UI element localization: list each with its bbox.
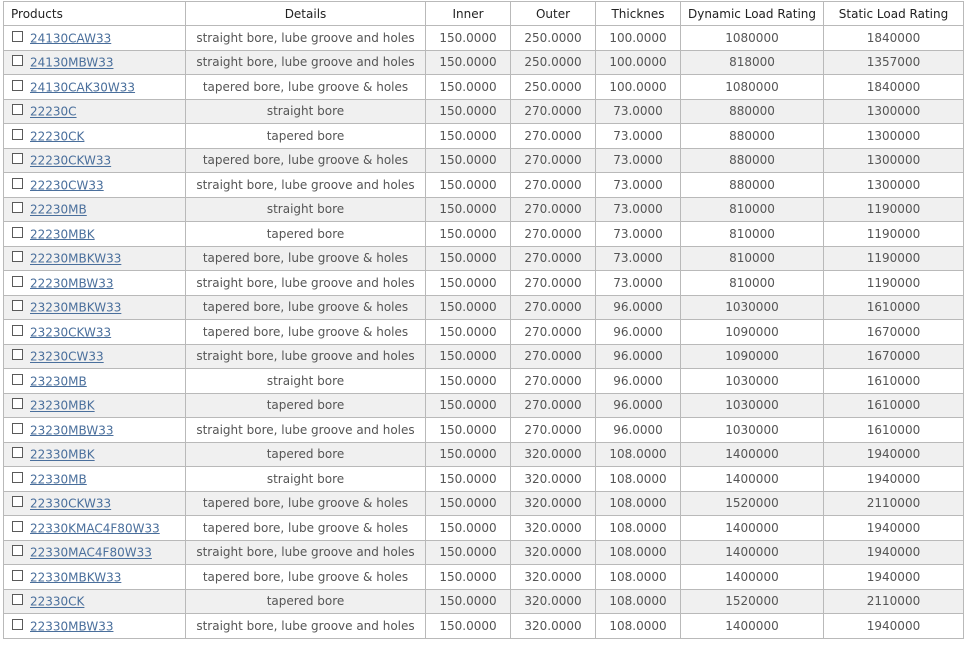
static-load-rating-cell: 1840000 bbox=[824, 75, 964, 100]
thickness-cell: 108.0000 bbox=[596, 589, 681, 614]
outer-cell: 320.0000 bbox=[511, 491, 596, 516]
inner-cell: 150.0000 bbox=[426, 295, 511, 320]
dynamic-load-rating-cell: 880000 bbox=[681, 173, 824, 198]
thickness-cell: 73.0000 bbox=[596, 197, 681, 222]
dynamic-load-rating-cell: 1520000 bbox=[681, 491, 824, 516]
details-cell: tapered bore, lube groove & holes bbox=[186, 75, 426, 100]
details-cell: straight bore, lube groove and holes bbox=[186, 50, 426, 75]
static-load-rating-cell: 2110000 bbox=[824, 491, 964, 516]
outer-cell: 270.0000 bbox=[511, 393, 596, 418]
dynamic-load-rating-cell: 818000 bbox=[681, 50, 824, 75]
table-row bbox=[4, 75, 964, 100]
product-cell bbox=[4, 516, 186, 541]
row-select-checkbox[interactable] bbox=[12, 521, 23, 532]
details-cell: tapered bore, lube groove & holes bbox=[186, 491, 426, 516]
static-load-rating-cell: 1190000 bbox=[824, 271, 964, 296]
product-cell bbox=[4, 197, 186, 222]
outer-cell: 270.0000 bbox=[511, 148, 596, 173]
column-header-products[interactable]: Products bbox=[4, 2, 186, 26]
product-cell bbox=[4, 369, 186, 394]
dynamic-load-rating-cell: 1030000 bbox=[681, 393, 824, 418]
static-load-rating-cell: 1610000 bbox=[824, 393, 964, 418]
table-row bbox=[4, 271, 964, 296]
product-cell bbox=[4, 271, 186, 296]
row-select-checkbox[interactable] bbox=[12, 570, 23, 581]
outer-cell: 270.0000 bbox=[511, 222, 596, 247]
product-cell bbox=[4, 99, 186, 124]
details-cell: tapered bore, lube groove & holes bbox=[186, 246, 426, 271]
product-cell bbox=[4, 614, 186, 639]
product-link[interactable]: 22230CKW33 bbox=[30, 153, 112, 168]
thickness-cell: 96.0000 bbox=[596, 369, 681, 394]
row-select-checkbox[interactable] bbox=[12, 251, 23, 262]
thickness-cell: 108.0000 bbox=[596, 565, 681, 590]
inner-cell: 150.0000 bbox=[426, 271, 511, 296]
dynamic-load-rating-cell: 1090000 bbox=[681, 320, 824, 345]
outer-cell: 250.0000 bbox=[511, 75, 596, 100]
static-load-rating-cell: 1610000 bbox=[824, 369, 964, 394]
product-link[interactable]: 23230CW33 bbox=[30, 349, 104, 364]
details-cell: tapered bore bbox=[186, 222, 426, 247]
row-select-checkbox[interactable] bbox=[12, 178, 23, 189]
static-load-rating-cell: 1840000 bbox=[824, 26, 964, 51]
inner-cell: 150.0000 bbox=[426, 467, 511, 492]
details-cell: tapered bore bbox=[186, 589, 426, 614]
row-select-checkbox[interactable] bbox=[12, 423, 23, 434]
column-header-details[interactable]: Details bbox=[186, 2, 426, 26]
dynamic-load-rating-cell: 1080000 bbox=[681, 26, 824, 51]
row-select-checkbox[interactable] bbox=[12, 31, 23, 42]
row-select-checkbox[interactable] bbox=[12, 594, 23, 605]
outer-cell: 320.0000 bbox=[511, 442, 596, 467]
thickness-cell: 96.0000 bbox=[596, 344, 681, 369]
row-select-checkbox[interactable] bbox=[12, 227, 23, 238]
details-cell: tapered bore, lube groove & holes bbox=[186, 320, 426, 345]
dynamic-load-rating-cell: 1400000 bbox=[681, 442, 824, 467]
product-cell bbox=[4, 565, 186, 590]
inner-cell: 150.0000 bbox=[426, 26, 511, 51]
products-table bbox=[3, 1, 964, 639]
thickness-cell: 108.0000 bbox=[596, 540, 681, 565]
product-link[interactable]: 22330MB bbox=[30, 472, 87, 486]
inner-cell: 150.0000 bbox=[426, 124, 511, 149]
inner-cell: 150.0000 bbox=[426, 148, 511, 173]
static-load-rating-cell: 1610000 bbox=[824, 295, 964, 320]
outer-cell: 270.0000 bbox=[511, 295, 596, 320]
table-row bbox=[4, 50, 964, 75]
thickness-cell: 73.0000 bbox=[596, 222, 681, 247]
product-link[interactable]: 22230MB bbox=[30, 202, 87, 217]
row-select-checkbox[interactable] bbox=[12, 496, 23, 507]
outer-cell: 270.0000 bbox=[511, 418, 596, 443]
static-load-rating-cell: 1670000 bbox=[824, 320, 964, 345]
table-row bbox=[4, 565, 964, 590]
table-row bbox=[4, 26, 964, 51]
product-cell bbox=[4, 222, 186, 247]
product-link[interactable]: 22330MAC4F80W33 bbox=[30, 545, 152, 560]
dynamic-load-rating-cell: 880000 bbox=[681, 124, 824, 149]
product-link[interactable]: 22330CK bbox=[30, 594, 85, 609]
dynamic-load-rating-cell: 1520000 bbox=[681, 589, 824, 614]
row-select-checkbox[interactable] bbox=[12, 325, 23, 336]
table-row bbox=[4, 295, 964, 320]
column-header-thickness[interactable]: Thicknes bbox=[596, 2, 681, 26]
dynamic-load-rating-cell: 810000 bbox=[681, 271, 824, 296]
row-select-checkbox[interactable] bbox=[12, 80, 23, 91]
static-load-rating-cell: 2110000 bbox=[824, 589, 964, 614]
outer-cell: 270.0000 bbox=[511, 197, 596, 222]
thickness-cell: 96.0000 bbox=[596, 418, 681, 443]
row-select-checkbox[interactable] bbox=[12, 202, 23, 213]
static-load-rating-cell: 1940000 bbox=[824, 442, 964, 467]
column-header-inner[interactable]: Inner bbox=[426, 2, 511, 26]
row-select-checkbox[interactable] bbox=[12, 349, 23, 360]
details-cell: straight bore, lube groove and holes bbox=[186, 540, 426, 565]
inner-cell: 150.0000 bbox=[426, 565, 511, 590]
table-row bbox=[4, 491, 964, 516]
thickness-cell: 100.0000 bbox=[596, 50, 681, 75]
outer-cell: 320.0000 bbox=[511, 516, 596, 541]
static-load-rating-cell: 1940000 bbox=[824, 467, 964, 492]
row-select-checkbox[interactable] bbox=[12, 472, 23, 483]
product-link[interactable]: 24130CAW33 bbox=[30, 31, 112, 45]
outer-cell: 250.0000 bbox=[511, 50, 596, 75]
product-link[interactable]: 24130MBW33 bbox=[30, 55, 114, 70]
static-load-rating-cell: 1357000 bbox=[824, 50, 964, 75]
details-cell: straight bore, lube groove and holes bbox=[186, 26, 426, 51]
product-link[interactable]: 22230CW33 bbox=[30, 178, 104, 192]
thickness-cell: 100.0000 bbox=[596, 26, 681, 51]
static-load-rating-cell: 1300000 bbox=[824, 99, 964, 124]
table-row bbox=[4, 393, 964, 418]
row-select-checkbox[interactable] bbox=[12, 104, 23, 115]
table-row bbox=[4, 467, 964, 492]
inner-cell: 150.0000 bbox=[426, 369, 511, 394]
thickness-cell: 73.0000 bbox=[596, 99, 681, 124]
table-row bbox=[4, 148, 964, 173]
product-cell bbox=[4, 246, 186, 271]
dynamic-load-rating-cell: 1400000 bbox=[681, 565, 824, 590]
dynamic-load-rating-cell: 1090000 bbox=[681, 344, 824, 369]
details-cell: straight bore, lube groove and holes bbox=[186, 173, 426, 198]
product-link[interactable]: 22330KMAC4F80W33 bbox=[30, 521, 160, 535]
row-select-checkbox[interactable] bbox=[12, 153, 23, 164]
inner-cell: 150.0000 bbox=[426, 222, 511, 247]
row-select-checkbox[interactable] bbox=[12, 398, 23, 409]
product-link[interactable]: 22330MBW33 bbox=[30, 619, 114, 633]
product-cell bbox=[4, 26, 186, 51]
inner-cell: 150.0000 bbox=[426, 393, 511, 418]
inner-cell: 150.0000 bbox=[426, 197, 511, 222]
static-load-rating-cell: 1300000 bbox=[824, 148, 964, 173]
dynamic-load-rating-cell: 1030000 bbox=[681, 418, 824, 443]
outer-cell: 320.0000 bbox=[511, 614, 596, 639]
row-select-checkbox[interactable] bbox=[12, 619, 23, 630]
thickness-cell: 100.0000 bbox=[596, 75, 681, 100]
product-cell bbox=[4, 491, 186, 516]
row-select-checkbox[interactable] bbox=[12, 374, 23, 385]
thickness-cell: 108.0000 bbox=[596, 516, 681, 541]
dynamic-load-rating-cell: 1400000 bbox=[681, 614, 824, 639]
product-link[interactable]: 23230CKW33 bbox=[30, 325, 112, 339]
thickness-cell: 108.0000 bbox=[596, 491, 681, 516]
product-link[interactable]: 23230MBW33 bbox=[30, 423, 114, 437]
dynamic-load-rating-cell: 1030000 bbox=[681, 369, 824, 394]
dynamic-load-rating-cell: 810000 bbox=[681, 222, 824, 247]
row-select-checkbox[interactable] bbox=[12, 55, 23, 66]
row-select-checkbox[interactable] bbox=[12, 276, 23, 287]
thickness-cell: 108.0000 bbox=[596, 467, 681, 492]
thickness-cell: 108.0000 bbox=[596, 614, 681, 639]
inner-cell: 150.0000 bbox=[426, 173, 511, 198]
dynamic-load-rating-cell: 880000 bbox=[681, 99, 824, 124]
product-link[interactable]: 22330MBK bbox=[30, 447, 95, 462]
thickness-cell: 96.0000 bbox=[596, 393, 681, 418]
dynamic-load-rating-cell: 1030000 bbox=[681, 295, 824, 320]
table-row bbox=[4, 614, 964, 639]
details-cell: straight bore, lube groove and holes bbox=[186, 344, 426, 369]
details-cell: tapered bore, lube groove & holes bbox=[186, 148, 426, 173]
product-link[interactable]: 22230MBKW33 bbox=[30, 251, 122, 266]
outer-cell: 320.0000 bbox=[511, 467, 596, 492]
dynamic-load-rating-cell: 1400000 bbox=[681, 516, 824, 541]
table-row bbox=[4, 124, 964, 149]
product-cell bbox=[4, 393, 186, 418]
inner-cell: 150.0000 bbox=[426, 246, 511, 271]
row-select-checkbox[interactable] bbox=[12, 300, 23, 311]
outer-cell: 270.0000 bbox=[511, 344, 596, 369]
product-cell bbox=[4, 589, 186, 614]
dynamic-load-rating-cell: 810000 bbox=[681, 246, 824, 271]
outer-cell: 320.0000 bbox=[511, 540, 596, 565]
table-row bbox=[4, 222, 964, 247]
product-cell bbox=[4, 442, 186, 467]
table-row bbox=[4, 418, 964, 443]
details-cell: straight bore, lube groove and holes bbox=[186, 418, 426, 443]
static-load-rating-cell: 1940000 bbox=[824, 614, 964, 639]
static-load-rating-cell: 1300000 bbox=[824, 124, 964, 149]
table-row bbox=[4, 197, 964, 222]
details-cell: tapered bore bbox=[186, 442, 426, 467]
details-cell: straight bore, lube groove and holes bbox=[186, 614, 426, 639]
details-cell: tapered bore, lube groove & holes bbox=[186, 295, 426, 320]
static-load-rating-cell: 1190000 bbox=[824, 197, 964, 222]
product-cell bbox=[4, 467, 186, 492]
details-cell: straight bore bbox=[186, 99, 426, 124]
row-select-checkbox[interactable] bbox=[12, 545, 23, 556]
column-header-outer[interactable]: Outer bbox=[511, 2, 596, 26]
product-cell bbox=[4, 124, 186, 149]
inner-cell: 150.0000 bbox=[426, 99, 511, 124]
inner-cell: 150.0000 bbox=[426, 50, 511, 75]
product-link[interactable]: 22230MBW33 bbox=[30, 276, 114, 290]
outer-cell: 270.0000 bbox=[511, 271, 596, 296]
table-row bbox=[4, 540, 964, 565]
product-link[interactable]: 22230CK bbox=[30, 129, 85, 143]
table-row bbox=[4, 589, 964, 614]
inner-cell: 150.0000 bbox=[426, 614, 511, 639]
product-cell bbox=[4, 50, 186, 75]
details-cell: tapered bore bbox=[186, 124, 426, 149]
static-load-rating-cell: 1940000 bbox=[824, 516, 964, 541]
table-row bbox=[4, 246, 964, 271]
details-cell: tapered bore bbox=[186, 393, 426, 418]
product-link[interactable]: 24130CAK30W33 bbox=[30, 80, 136, 94]
static-load-rating-cell: 1300000 bbox=[824, 173, 964, 198]
dynamic-load-rating-cell: 1400000 bbox=[681, 540, 824, 565]
product-cell bbox=[4, 75, 186, 100]
thickness-cell: 73.0000 bbox=[596, 246, 681, 271]
details-cell: tapered bore, lube groove & holes bbox=[186, 516, 426, 541]
inner-cell: 150.0000 bbox=[426, 320, 511, 345]
outer-cell: 270.0000 bbox=[511, 99, 596, 124]
column-header-static-load-rating[interactable]: Static Load Rating bbox=[824, 2, 964, 26]
thickness-cell: 73.0000 bbox=[596, 271, 681, 296]
outer-cell: 320.0000 bbox=[511, 589, 596, 614]
table-row bbox=[4, 369, 964, 394]
product-cell bbox=[4, 418, 186, 443]
product-cell bbox=[4, 344, 186, 369]
details-cell: straight bore bbox=[186, 369, 426, 394]
product-link[interactable]: 22230MBK bbox=[30, 227, 95, 241]
dynamic-load-rating-cell: 1080000 bbox=[681, 75, 824, 100]
outer-cell: 320.0000 bbox=[511, 565, 596, 590]
outer-cell: 270.0000 bbox=[511, 320, 596, 345]
dynamic-load-rating-cell: 880000 bbox=[681, 148, 824, 173]
thickness-cell: 73.0000 bbox=[596, 124, 681, 149]
inner-cell: 150.0000 bbox=[426, 491, 511, 516]
outer-cell: 270.0000 bbox=[511, 173, 596, 198]
inner-cell: 150.0000 bbox=[426, 516, 511, 541]
dynamic-load-rating-cell: 1400000 bbox=[681, 467, 824, 492]
dynamic-load-rating-cell: 810000 bbox=[681, 197, 824, 222]
static-load-rating-cell: 1610000 bbox=[824, 418, 964, 443]
static-load-rating-cell: 1940000 bbox=[824, 565, 964, 590]
static-load-rating-cell: 1670000 bbox=[824, 344, 964, 369]
outer-cell: 270.0000 bbox=[511, 124, 596, 149]
product-cell bbox=[4, 320, 186, 345]
static-load-rating-cell: 1190000 bbox=[824, 246, 964, 271]
thickness-cell: 73.0000 bbox=[596, 148, 681, 173]
details-cell: tapered bore, lube groove & holes bbox=[186, 565, 426, 590]
details-cell: straight bore, lube groove and holes bbox=[186, 271, 426, 296]
table-row bbox=[4, 320, 964, 345]
product-cell bbox=[4, 148, 186, 173]
inner-cell: 150.0000 bbox=[426, 75, 511, 100]
product-cell bbox=[4, 173, 186, 198]
row-select-checkbox[interactable] bbox=[12, 129, 23, 140]
details-cell: straight bore bbox=[186, 467, 426, 492]
product-link[interactable]: 22330MBKW33 bbox=[30, 570, 122, 584]
table-body bbox=[4, 26, 964, 639]
table-row bbox=[4, 516, 964, 541]
column-header-dynamic-load-rating[interactable]: Dynamic Load Rating bbox=[681, 2, 824, 26]
inner-cell: 150.0000 bbox=[426, 344, 511, 369]
static-load-rating-cell: 1940000 bbox=[824, 540, 964, 565]
product-link[interactable]: 22330CKW33 bbox=[30, 496, 112, 511]
inner-cell: 150.0000 bbox=[426, 418, 511, 443]
table-row bbox=[4, 442, 964, 467]
thickness-cell: 73.0000 bbox=[596, 173, 681, 198]
product-link[interactable]: 23230MB bbox=[30, 374, 87, 388]
product-link[interactable]: 22230C bbox=[30, 104, 77, 119]
inner-cell: 150.0000 bbox=[426, 442, 511, 467]
table-row bbox=[4, 173, 964, 198]
inner-cell: 150.0000 bbox=[426, 589, 511, 614]
header-row bbox=[4, 2, 964, 26]
thickness-cell: 108.0000 bbox=[596, 442, 681, 467]
details-cell: straight bore bbox=[186, 197, 426, 222]
outer-cell: 270.0000 bbox=[511, 246, 596, 271]
outer-cell: 270.0000 bbox=[511, 369, 596, 394]
thickness-cell: 96.0000 bbox=[596, 320, 681, 345]
static-load-rating-cell: 1190000 bbox=[824, 222, 964, 247]
table-row bbox=[4, 99, 964, 124]
product-link[interactable]: 23230MBK bbox=[30, 398, 95, 413]
row-select-checkbox[interactable] bbox=[12, 447, 23, 458]
product-cell bbox=[4, 295, 186, 320]
product-link[interactable]: 23230MBKW33 bbox=[30, 300, 122, 315]
inner-cell: 150.0000 bbox=[426, 540, 511, 565]
thickness-cell: 96.0000 bbox=[596, 295, 681, 320]
product-cell bbox=[4, 540, 186, 565]
outer-cell: 250.0000 bbox=[511, 26, 596, 51]
table-row bbox=[4, 344, 964, 369]
